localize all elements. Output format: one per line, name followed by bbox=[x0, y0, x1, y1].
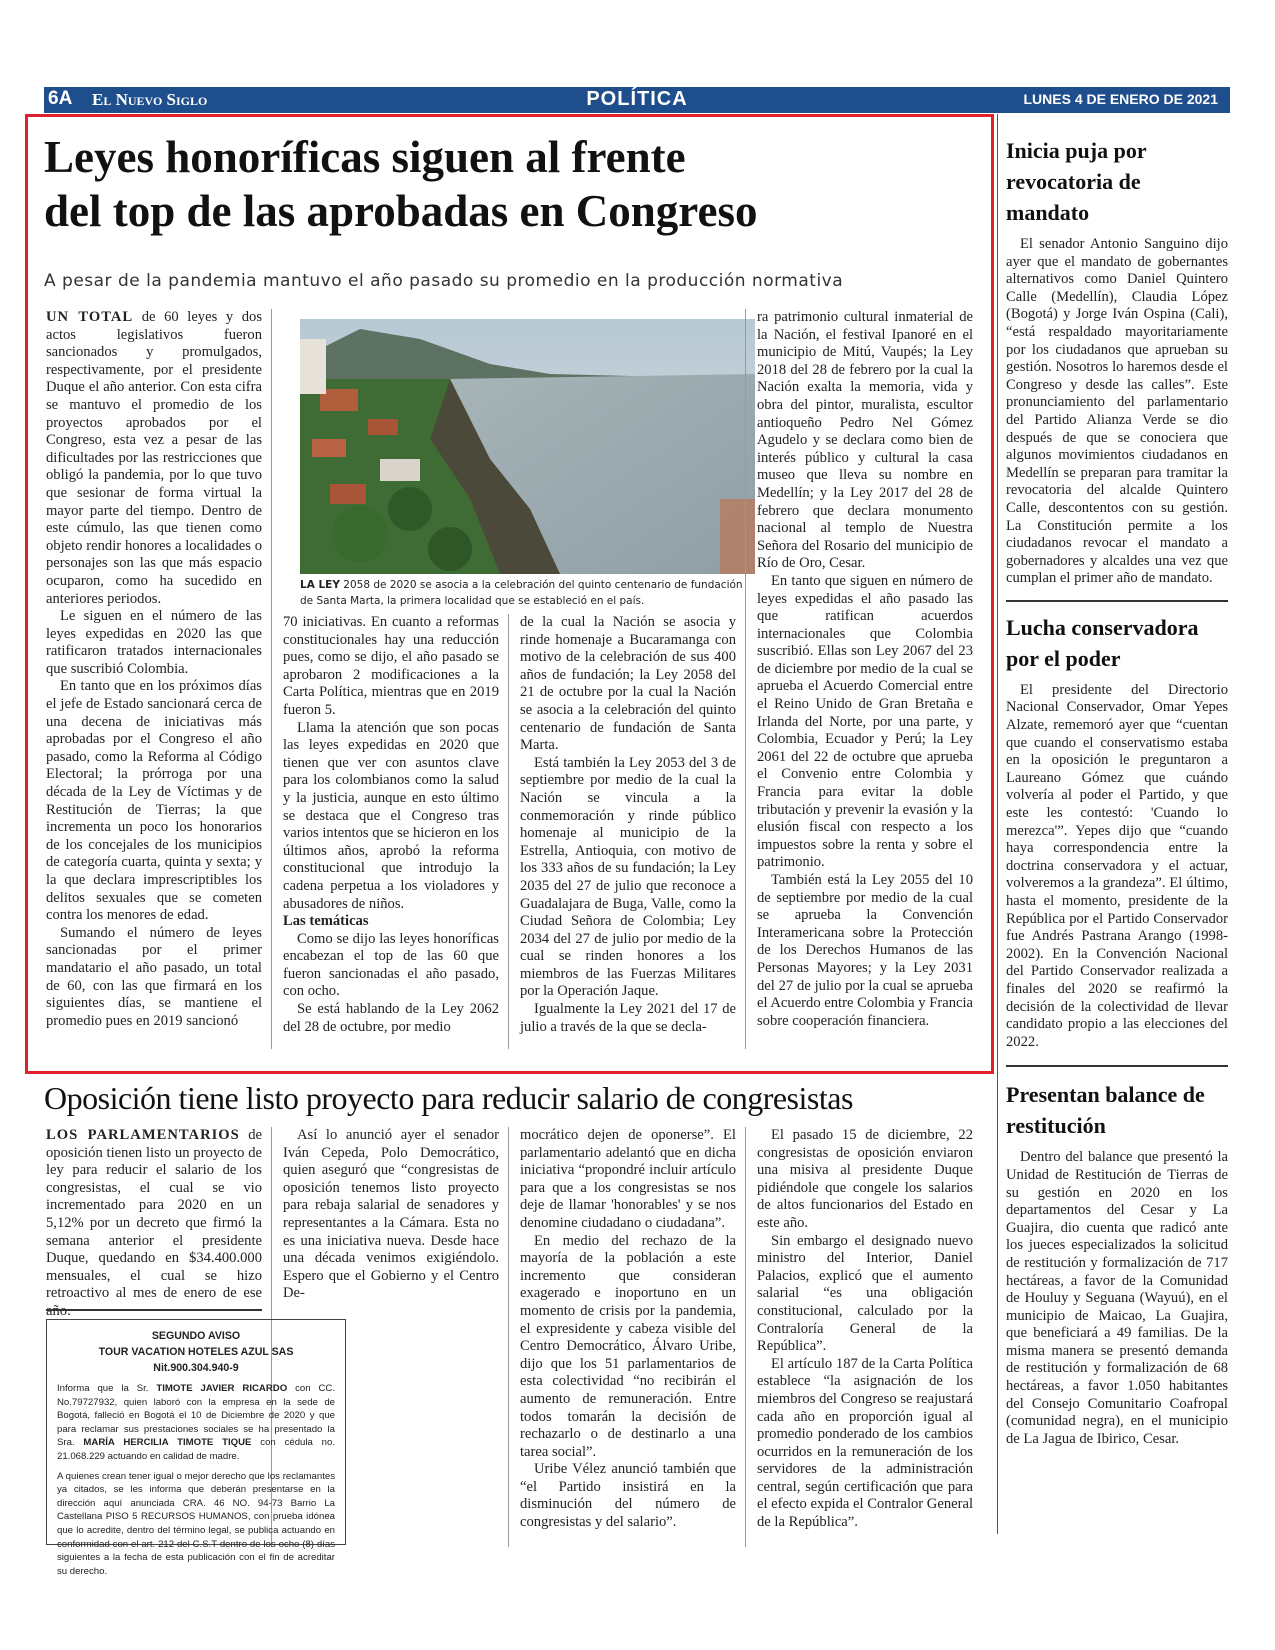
column-divider bbox=[271, 309, 272, 1049]
column-divider bbox=[508, 1127, 509, 1547]
main-headline-line2: del top de las aprobadas en Congreso bbox=[44, 186, 758, 236]
photo-caption-text: 2058 de 2020 se asocia a la celebración del quinto centenario de fundación de Santa Marta, la primera localidad que se estableció en el país. bbox=[300, 579, 743, 607]
section-title: POLÍTICA bbox=[586, 88, 688, 110]
sidebar-rule bbox=[1006, 600, 1228, 602]
main-headline-line1: Leyes honoríficas siguen al frente bbox=[44, 132, 686, 182]
notice-nit: Nit.900.304.940-9 bbox=[153, 1362, 239, 1374]
page-number: 6A bbox=[48, 88, 73, 109]
second-col3-p1: mocrático dejen de oponerse”. El parlamentario adelantó que en dicha iniciativa “propondré incluir artículo para que a los congresistas se nos deje de llamar 'honorables' y se nos denomine ciudadano o ciudadana”. bbox=[520, 1127, 736, 1231]
notice-name: TIMOTE JAVIER RICARDO bbox=[156, 1383, 288, 1394]
sidebar-headline-1: Inicia puja por revocatoria de mandato bbox=[1006, 138, 1147, 225]
column-divider bbox=[745, 309, 746, 1049]
page-header-bar bbox=[44, 87, 1230, 113]
main-col3-p1: de la cual la Nación se asocia y rinde homenaje a Bucaramanga con motivo de la celebración de sus 400 años de fundación; la Ley 2058 del 21 de octubre por la cual la Nación se asocia a la celebración del quinto centenario de fundación de Santa Marta. bbox=[520, 614, 736, 754]
column-divider bbox=[508, 614, 509, 1049]
legal-notice-box bbox=[46, 1319, 346, 1577]
sidebar bbox=[1006, 135, 1228, 1448]
notice-name: MARÍA HERCILIA TIMOTE TIQUE bbox=[83, 1437, 252, 1449]
main-col3-p3: Igualmente la Ley 2021 del 17 de julio a través de la que se decla- bbox=[520, 1001, 736, 1035]
second-col-1 bbox=[46, 1127, 262, 1321]
notice-text: con cédula no. 21.068.229 actuando en calidad de madre. bbox=[57, 1437, 335, 1462]
second-col3-p2: En medio del rechazo de la mayoría de la población a este incremento que consideran exagerado e inoportuno en un momento de crisis por la pandemia, el expresidente y cabeza visible del Centro Democrático, Álvaro Uribe, dijo que los 51 parlamentarios de esta colectividad “no recibirán el aumento de remuneración. Entre todos tomarán la decisión de rechazarlo o de destinarlo a una tarea social”. bbox=[520, 1232, 736, 1460]
main-col4-p2: En tanto que siguen en número de leyes expedidas el año pasado las que ratifican acuerdos internacionales que Colombia suscribió. Ellas son Ley 2067 del 23 de diciembre por medio de la cual se aprueba el Acuerdo Comercial entre el Reino Unido de Gran Bretaña e Irlanda del Norte, por una parte, y Colombia, Ecuador y Perú; la Ley 2061 del 22 de octubre que aprueba el Convenio entre Colombia y Francia para evitar la doble tributación y prevenir la evasión y la elusión fiscal con respecto a los impuestos sobre la renta y sobre el patrimonio. bbox=[757, 572, 973, 871]
sidebar-story3-p1: Dentro del balance que presentó la Unidad de Restitución de Tierras de su gestión en 2020 en los departamentos del Cesar y La Guajira, dio cuenta que radicó ante los jueces especializados la solicitud de restitución y formalización de 717 hectáreas, a favor de la Comunidad de Houluy y Seguana (Wayuú), en el municipio de Maicao, La Guajira, que beneficiará a 49 familias. De la misma manera se presentó demanda de restitución y formalización de 68 hectáreas, a favor 1.050 habitantes del Consejo Comunitario Coafropal (comunidad negra), en el municipio de La Jagua de Ibirico, Cesar. bbox=[1006, 1149, 1228, 1447]
main-col-3 bbox=[520, 614, 736, 1036]
notice-title: SEGUNDO AVISO bbox=[151, 1330, 241, 1342]
second-col4-p1: El pasado 15 de diciembre, 22 congresistas de oposición enviaron una misiva al presidente Duque pidiéndole que congele los salarios de altos funcionarios del Estado en este año. bbox=[757, 1127, 973, 1231]
main-col2-p1: 70 iniciativas. En cuanto a reformas constitucionales hay una reducción pues, como se dijo, el año pasado se aprobaron 2 modificaciones a la Carta Política, mientras que en 2019 fueron 5. bbox=[283, 614, 499, 718]
main-col3-p2: Está también la Ley 2053 del 3 de septiembre por medio de la cual la Nación se vincula a la conmemoración y rinde público homenaje al municipio de la Estrella, Antioquia, con motivo de los 333 años de su fundación; la Ley 2035 del 27 de julio que reconoce a Guadalajara de Buga, Valle, como la Ciudad Señora de Colombia; Ley 2034 del 27 de julio por medio de la cual se rinden honores a los miembros de las Fuerzas Militares por la Operación Jaque. bbox=[520, 754, 736, 1000]
publication-name: El Nuevo Siglo bbox=[92, 90, 208, 109]
sidebar-story1-p1: El senador Antonio Sanguino dijo ayer que el mandato de gobernantes alternativos como Daniel Quintero Calle (Medellín), Claudia López (Bogotá) y Jorge Iván Ospina (Cali), “está respaldado mayoritariamente por los ciudadanos que aprueban su gestión. Nosotros lo haremos desde el Congreso y desde las calles”. Este pronunciamiento del parlamentario del Partido Alianza Verde se dio después de que se conociera que algunos movimientos ciudadanos en Medellín se preparan para tramitar la revocatoria del alcalde Quintero Calle, descontentos con su gestión. La Constitución permite a los ciudadanos revocar el mandato a gobernadores y alcaldes una vez que cumplan el primer año de mandato. bbox=[1006, 236, 1228, 587]
main-photo bbox=[300, 319, 755, 574]
main-col-4 bbox=[757, 309, 973, 1030]
second-col-2 bbox=[283, 1127, 499, 1303]
notice-text: con CC. No.79727932, quien laboró con la empresa en la sede de Bogotá, falleció en Bogotá el 10 de Diciembre de 2020 y que para reclamar sus prestaciones sociales se ha presentado la Sra. bbox=[57, 1383, 335, 1449]
photo-caption-lead: LA LEY bbox=[300, 579, 340, 591]
second-col1-para bbox=[46, 1127, 262, 1321]
main-col1-para bbox=[46, 309, 262, 608]
main-col4-p3: También está la Ley 2055 del 10 de septiembre por medio de la cual se aprueba la Convención Interamericana sobre la Protección de los Derechos Humanos de las Personas Mayores; y la Ley 2031 del 27 de julio por la cual se aprueba el Acuerdo entre Colombia y Francia sobre cooperación financiera. bbox=[757, 872, 973, 1029]
main-subheadline: A pesar de la pandemia mantuvo el año pasado su promedio en la producción normativa bbox=[44, 271, 844, 291]
sidebar-headline-2: Lucha conservadora por el poder bbox=[1006, 614, 1199, 671]
notice-para-2: A quienes crean tener igual o mejor derecho que los reclamantes ya citados, se les informa que deberán presentarse en la dirección aquí anunciada CRA. 46 NO. 94-73 Barrio La Castellana PISO 5 RECURSOS HUMANOS, con prueba idónea que lo acredite, dentro del término legal, se publica actuando en conformidad con el art. 212 del C.S.T dentro de los ocho (8) días siguientes a la fecha de esta publicación con el fin de acreditar su derecho. bbox=[57, 1470, 335, 1577]
column-divider bbox=[745, 1127, 746, 1547]
main-col-1 bbox=[46, 309, 262, 1030]
second-col3-p3: Uribe Vélez anunció también que “el Partido insistirá en la disminución del número de congresistas y del salario”. bbox=[520, 1461, 736, 1531]
second-col1-p1: de oposición tienen listo un proyecto de ley para reducir el salario de los congresistas, el cual se vio incrementado para 2020 en un 5,12% por un decreto que firmó la semana anterior el presidente Duque, quedando en $34.400.000 mensuales, el cual se hizo retroactivo al mes de enero de ese bbox=[46, 1127, 262, 1302]
sidebar-headline-3: Presentan balance de restitución bbox=[1006, 1082, 1205, 1139]
sidebar-divider bbox=[997, 114, 998, 1534]
sidebar-story2-p1: El presidente del Directorio Nacional Conservador, Omar Yepes Alzate, rememoró ayer que “cuentan que cuando el conservatismo estaba en la oposición le preguntaron a Laureano Gómez que cuándo volvería al poder el Partido, y que este les contestó: 'Cuando lo merezca'”. Yepes dijo que “cuando haya correspondencia entre la doctrina conservadora y el actuar, volveremos a la grandeza”. El último, hasta el momento, presidente de la República por el Partido Conservador fue Andrés Pastrana Arango (1998-2002). En la Convención Nacional del Partido Conservador realizada a finales del 2020 se reafirmó la decisión de la colectividad de llevar candidato propio a las elecciones del 2022. bbox=[1006, 681, 1228, 1050]
sidebar-story-1 bbox=[1006, 236, 1228, 588]
main-col1-p1: de 60 leyes y dos actos legislativos fueron sancionados y promulgados, respectivamente, por el presidente Duque el año anterior. Con esta cifra se mantuvo el promedio de los proyectos aprobados por el Congreso, esta vez a pesar de las dificultades por las restricciones que obligó la pandemia, por lo que tuvo que sesionar de forma virtual la mayor parte del tiempo. Dentro de este cúmulo, las que tienen como objeto rendir honores a localidades o personajes son las que más espacio ocuparon, como ha sucedido en anteriores periodos. bbox=[46, 309, 262, 607]
main-col-2 bbox=[283, 614, 499, 1036]
main-col1-p2: Le siguen en el número de las leyes expedidas en 2020 las que ratificaron tratados internacionales que suscribió Colombia. bbox=[46, 608, 262, 677]
photo-caption bbox=[300, 577, 755, 609]
second-lead-in: LOS PARLAMENTARIOS bbox=[46, 1127, 240, 1143]
sidebar-story-3 bbox=[1006, 1149, 1228, 1448]
second-col2-p1: Así lo anunció ayer el senador Iván Cepeda, Polo Democrático, quien aseguró que “congresistas de oposición tenemos listo proyecto para rebaja salarial de senadores y representantes a la Cámara. Esta no es una iniciativa nueva. Desde hace una década venimos exigiéndolo. Espero que el Gobierno y el Centro De- bbox=[283, 1127, 499, 1302]
second-col4-p3: El artículo 187 de la Carta Política establece “la asignación de los miembros del Congreso se reajustará cada año en proporción igual al promedio ponderado de los cambios ocurridos en la remuneración de los servidores de la administración central, según certificación que para el efecto expida el Contralor General de la República”. bbox=[757, 1355, 973, 1531]
second-headline: Oposición tiene listo proyecto para reducir salario de congresistas bbox=[44, 1080, 853, 1116]
main-col4-p1: ra patrimonio cultural inmaterial de la Nación, el festival Ipanoré en el municipio de Mitú, Vaupés; la Ley 2018 del 28 de febrero por la cual la Nación exalta la memoria, vida y obra del pintor, muralista, escultor antioqueño Pedro Nel Gómez Agudelo y se declara como bien de interés público y cultural la casa museo que lleva su nombre en Medellín; y la Ley 2017 del 28 de febrero que declara monumento nacional al templo de Nuestra Señora del Rosario del municipio de Río de Oro, Cesar. bbox=[757, 309, 973, 572]
main-col2-p2: Llama la atención que son pocas las leyes expedidas en 2020 que tienen que ver con asuntos clave para los colombianos como la salud y la justicia, aunque en esto último se destaca que el Congreso tras varios intentos que se hicieron en los últimos años, aprobó la reforma constitucional que introdujo la cadena perpetua a los violadores y abusadores de niños. bbox=[283, 719, 499, 912]
notice-text: Informa que la Sr. bbox=[57, 1383, 157, 1394]
main-col2-p4: Se está hablando de la Ley 2062 del 28 de octubre, por medio bbox=[283, 1001, 499, 1035]
main-col2-p3: Como se dijo las leyes honoríficas encabezan el top de las 60 que fueron sancionadas el año pasado, con ocho. bbox=[283, 930, 499, 1000]
main-subhead-tematicas: Las temáticas bbox=[283, 913, 369, 930]
notice-top-rule bbox=[46, 1309, 262, 1311]
notice-para-1 bbox=[57, 1382, 335, 1464]
main-lead-in: UN TOTAL bbox=[46, 309, 134, 325]
main-col1-p3: En tanto que en los próximos días el jefe de Estado sancionará cerca de una decena de iniciativas más aprobadas por el Congreso el año pasado, como la Reforma al Código Electoral; la prórroga por una década de la Ley de Víctimas y de Restitución de Tierras; la que incrementa un poco los honorarios de los concejales de los municipios de categoría cuarta, quinta y sexta; y la que declara imprescriptibles los delitos sexuales que se cometen contra los menores de edad. bbox=[46, 678, 262, 924]
second-col-4 bbox=[757, 1127, 973, 1532]
second-col-3 bbox=[520, 1127, 736, 1532]
main-headline bbox=[44, 130, 944, 238]
main-col1-p4: Sumando el número de leyes sancionadas por el primer mandatario el año pasado, un total de 60, con las que firmará en los siguientes días, se mantiene el promedio pues en 2019 sancionó bbox=[46, 924, 262, 1029]
notice-company: TOUR VACATION HOTELES AZUL SAS bbox=[98, 1346, 294, 1358]
second-col4-p2: Sin embargo el designado nuevo ministro del Interior, Daniel Palacios, explicó que el aumento salarial “es una obligación constitucional, calculado por la Contraloría General de la República”. bbox=[757, 1232, 973, 1355]
beach-photo-image bbox=[300, 319, 755, 574]
sidebar-story-2 bbox=[1006, 682, 1228, 1051]
sidebar-rule bbox=[1006, 1065, 1228, 1067]
issue-date: LUNES 4 DE ENERO DE 2021 bbox=[1023, 91, 1218, 107]
